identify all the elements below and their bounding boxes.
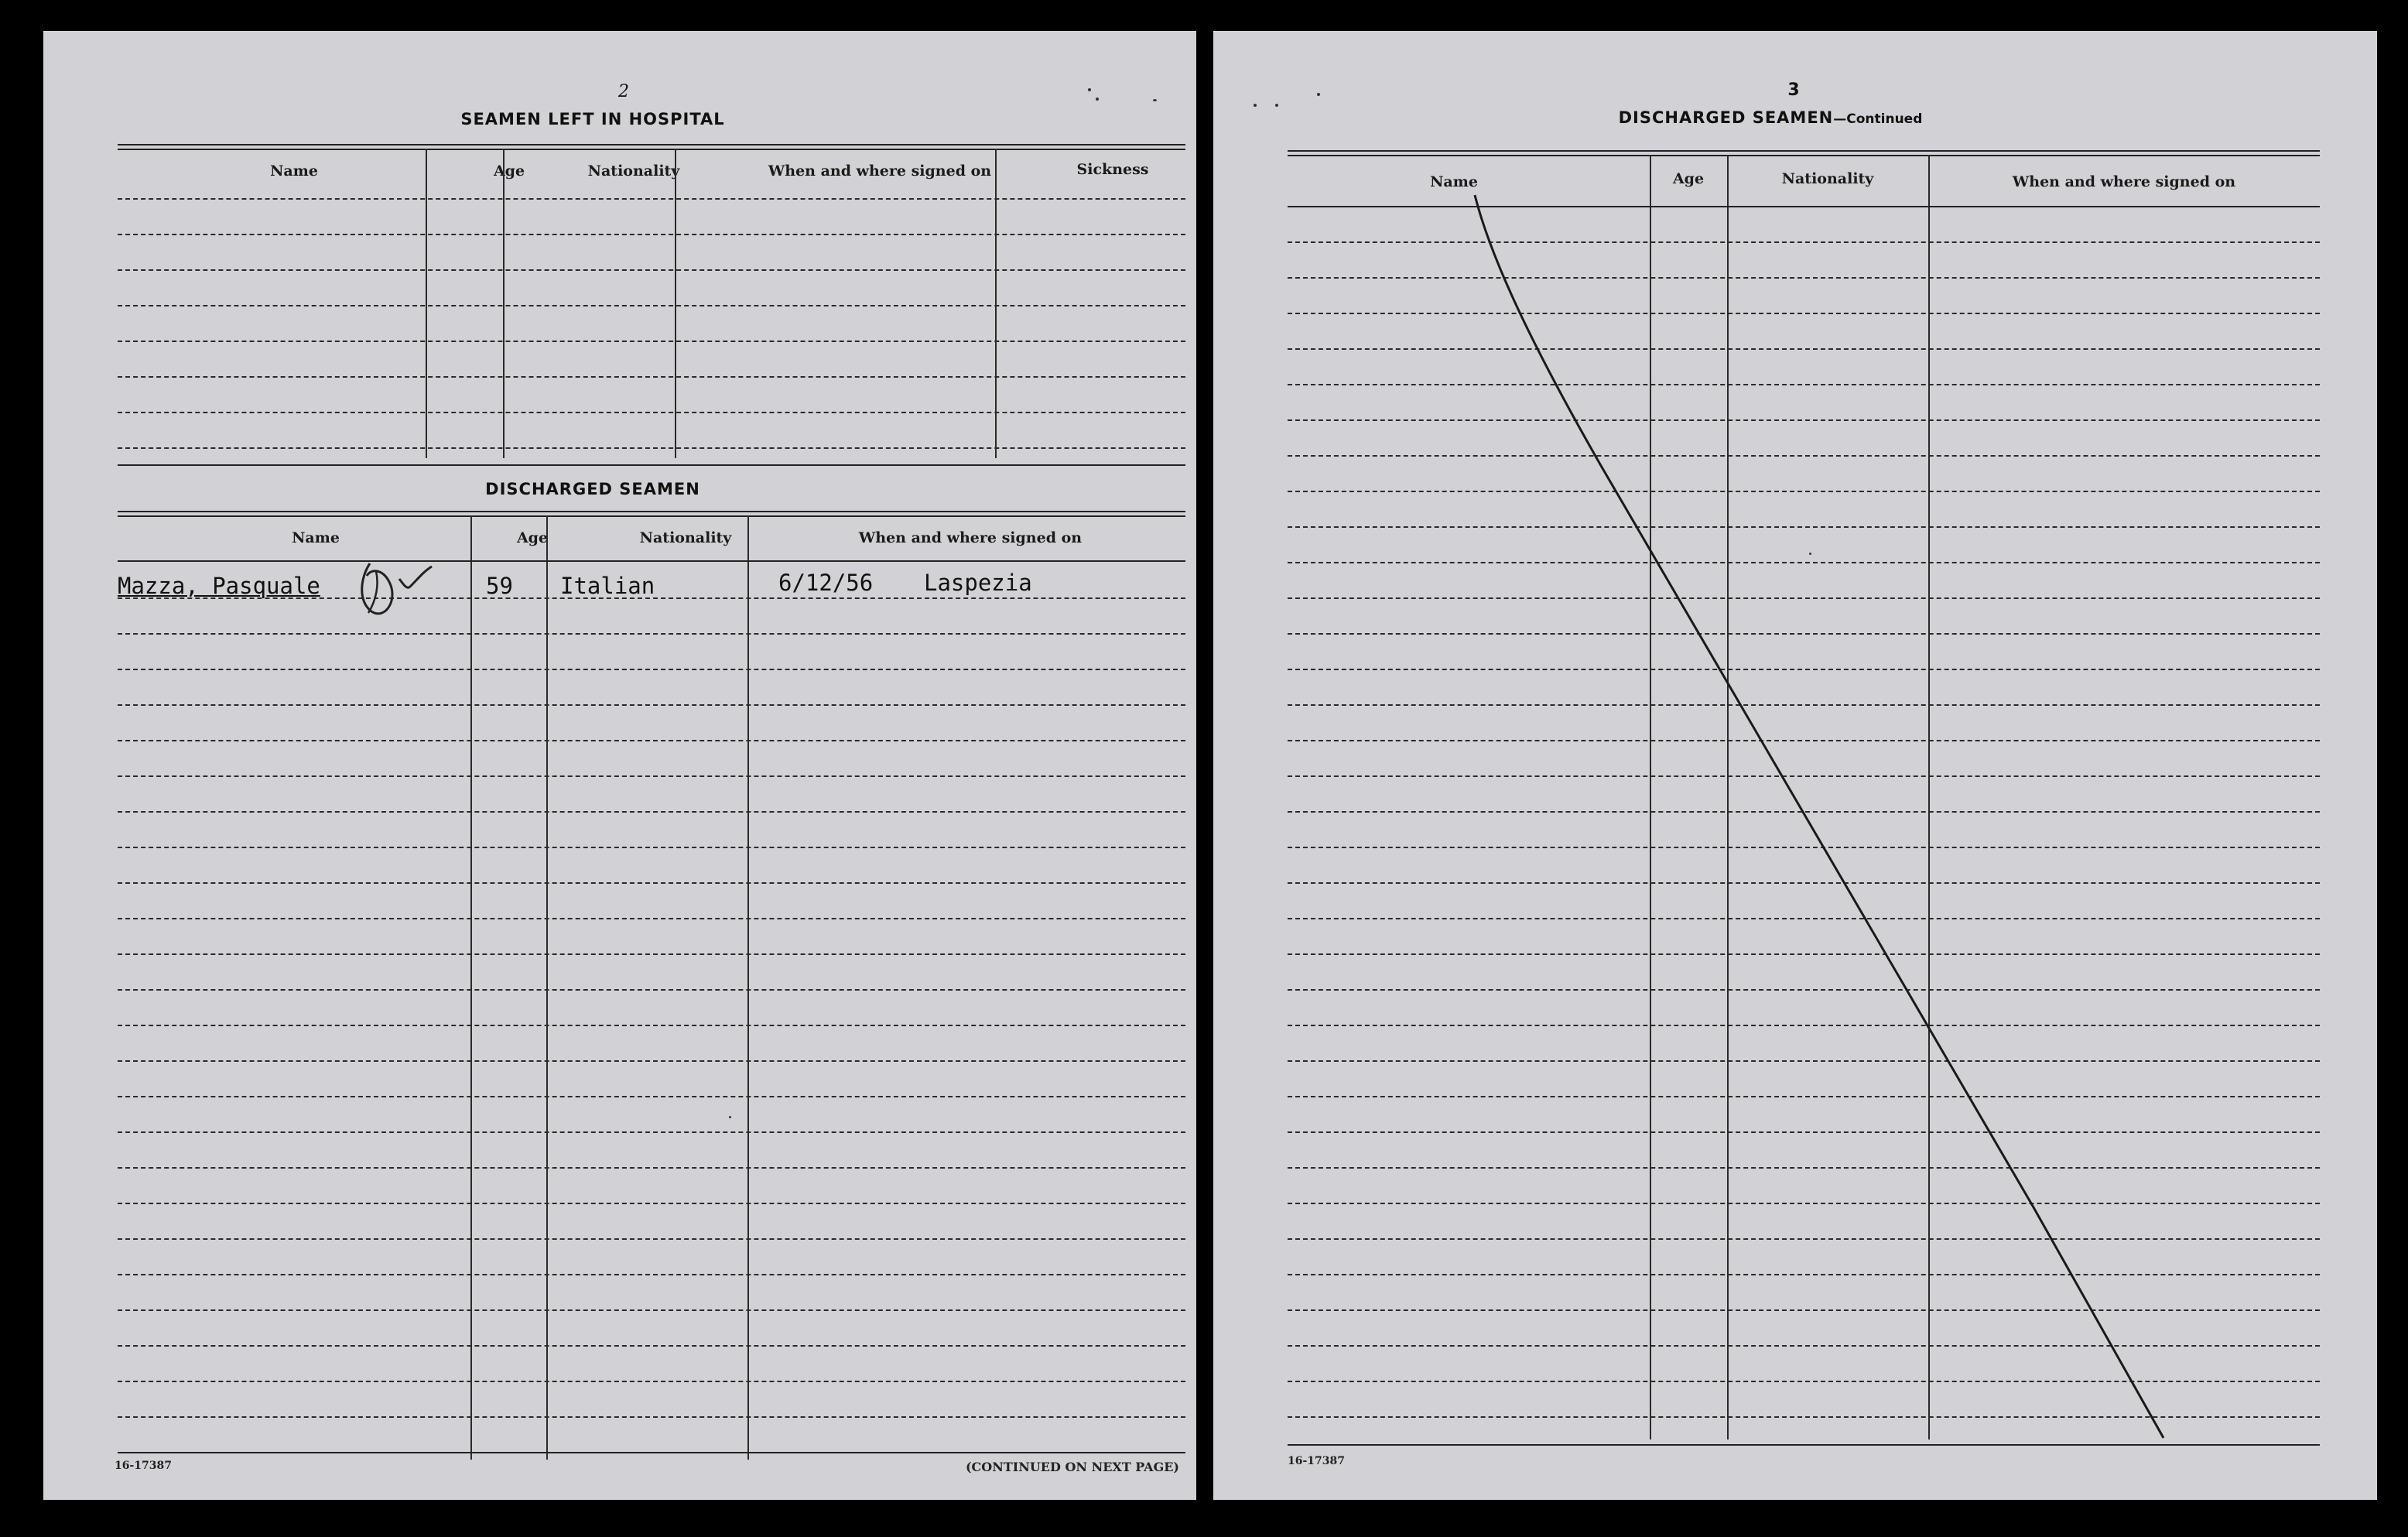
- entry-date: 6/12/56: [778, 570, 874, 596]
- discharged-col-nationality: Nationality: [639, 529, 732, 546]
- right-col-when-where: When and where signed on: [2012, 173, 2236, 190]
- hospital-row-line: [118, 198, 1185, 200]
- discharged-col-when-where: When and where signed on: [858, 529, 1083, 546]
- right-col-name: Name: [1430, 173, 1478, 190]
- discharged-row-line: [118, 1060, 1185, 1062]
- hospital-col-nationality: Nationality: [587, 163, 680, 180]
- right-section-title: DISCHARGED SEAMEN—Continued: [1618, 108, 1923, 127]
- hospital-row-line: [118, 341, 1185, 342]
- discharged-row-line: [118, 704, 1185, 706]
- discharged-row-line: [118, 633, 1185, 635]
- speck: [1088, 88, 1091, 91]
- hospital-col-sickness: Sickness: [1076, 161, 1149, 178]
- discharged-row-line: [118, 669, 1185, 670]
- speck: [1254, 104, 1257, 107]
- page-number: 2: [618, 82, 629, 101]
- discharged-row-line: [118, 1274, 1185, 1275]
- entry-place: Laspezia: [924, 570, 1032, 596]
- discharged-header-rule: [118, 560, 1185, 562]
- right-col-nationality: Nationality: [1781, 170, 1874, 187]
- hospital-row-line: [118, 376, 1185, 378]
- discharged-section-title: DISCHARGED SEAMEN: [485, 480, 700, 498]
- form-number: 16-17387: [115, 1460, 172, 1472]
- handwritten-mark: [353, 554, 446, 624]
- hospital-col-age: Age: [493, 163, 525, 180]
- discharged-row-line: [118, 882, 1185, 884]
- speck: [1275, 104, 1278, 107]
- discharged-row-line: [118, 847, 1185, 848]
- discharged-row-line: [118, 1203, 1185, 1204]
- hospital-section-title: SEAMEN LEFT IN HOSPITAL: [460, 110, 725, 128]
- hospital-bottom-rule: [118, 464, 1185, 466]
- speck: [1809, 553, 1811, 555]
- cancellation-line: [1213, 31, 2377, 1500]
- discharged-row-line: [118, 1345, 1185, 1347]
- discharged-col-name: Name: [292, 529, 340, 546]
- hospital-col-name: Name: [270, 163, 318, 180]
- right-page: [1213, 31, 2377, 1500]
- entry-nationality: Italian: [560, 573, 655, 599]
- entry-name: Mazza, Pasquale: [118, 573, 320, 599]
- discharged-row-line: [118, 1025, 1185, 1026]
- discharged-row-line: [118, 1131, 1185, 1133]
- discharged-row-line: [118, 918, 1185, 919]
- entry-age: 59: [486, 573, 513, 599]
- speck: [1096, 98, 1099, 101]
- page-number: 3: [1787, 80, 1800, 100]
- discharged-row-line: [118, 775, 1185, 777]
- left-page: [43, 31, 1196, 1500]
- discharged-row-line: [118, 1096, 1185, 1097]
- discharged-row-line: [118, 989, 1185, 991]
- hospital-row-line: [118, 412, 1185, 413]
- right-col-age: Age: [1672, 170, 1705, 187]
- continued-note: (CONTINUED ON NEXT PAGE): [965, 1460, 1179, 1474]
- hospital-row-line: [118, 234, 1185, 235]
- hospital-col-when-where: When and where signed on: [768, 163, 992, 180]
- form-number: 16-17387: [1288, 1455, 1345, 1467]
- hospital-row-line: [118, 447, 1185, 449]
- speck: [1317, 93, 1320, 96]
- discharged-row-line: [118, 811, 1185, 813]
- discharged-col-age: Age: [516, 529, 549, 546]
- discharged-row-line: [118, 1381, 1185, 1382]
- hospital-top-rule: [118, 144, 1185, 150]
- discharged-top-rule: [118, 511, 1185, 517]
- discharged-row-line: [118, 1238, 1185, 1240]
- speck: [729, 1116, 731, 1118]
- discharged-row-line: [118, 740, 1185, 741]
- hospital-row-line: [118, 269, 1185, 271]
- discharged-row-line: [118, 953, 1185, 955]
- discharged-row-line: [118, 1167, 1185, 1169]
- discharged-row-line: [118, 1416, 1185, 1418]
- discharged-divider-1: [470, 515, 472, 1460]
- hospital-row-line: [118, 305, 1185, 306]
- discharged-divider-3: [747, 515, 749, 1460]
- discharged-bottom-rule: [118, 1452, 1185, 1453]
- speck: [1153, 99, 1157, 101]
- discharged-divider-2: [546, 515, 548, 1460]
- discharged-row-line: [118, 1309, 1185, 1311]
